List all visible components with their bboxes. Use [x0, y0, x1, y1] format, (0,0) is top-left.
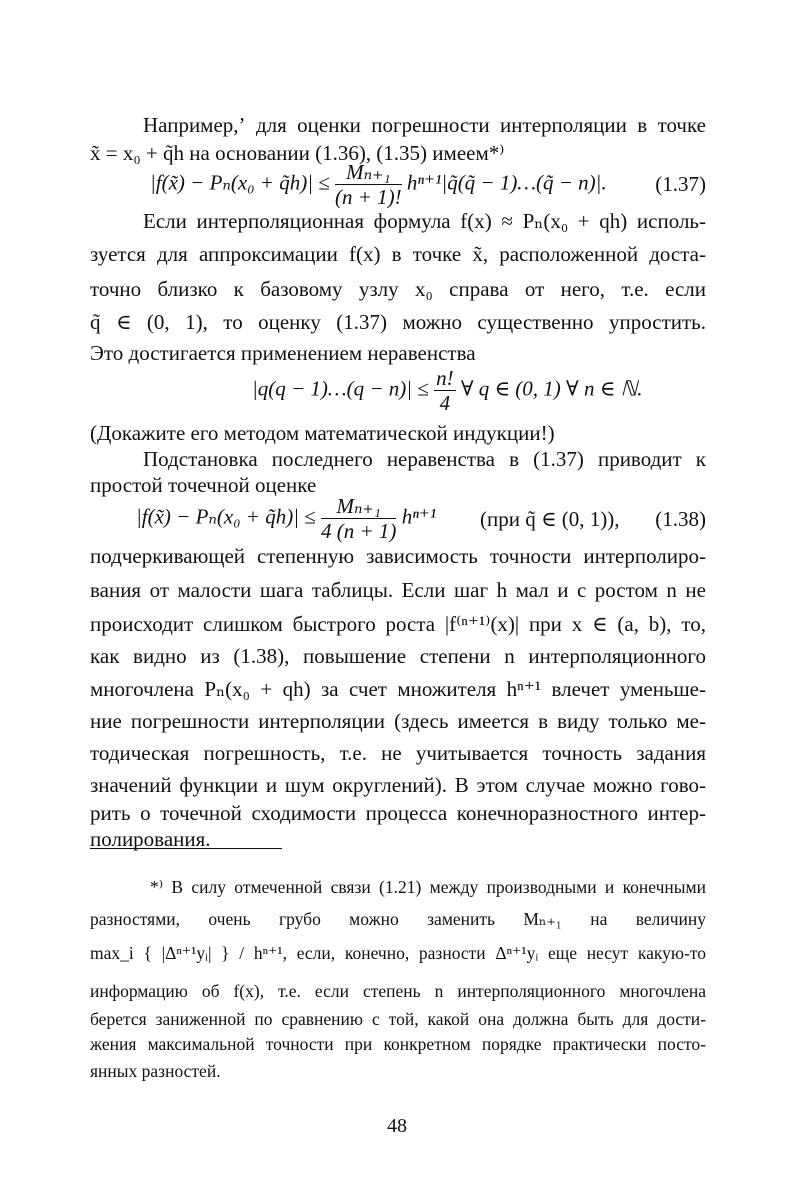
equation-label: (1.37) — [655, 172, 706, 196]
text-line: (Докажите его методом математической индукции!) — [90, 421, 555, 445]
footnote-divider — [90, 848, 282, 849]
text-line: ние погрешности интерполяции (здесь имеется в виду только ме- — [90, 709, 706, 733]
footnote-line: жения максимальной точности при конкретном порядке практически посто- — [90, 1034, 706, 1054]
text-line: x̃ = x₀ + q̃h на основании (1.36), (1.35) имеем*⁾ — [90, 141, 505, 165]
text-line: q̃ ∈ (0, 1), то оценку (1.37) можно существенно упростить. — [90, 310, 706, 334]
text-line: полирования. — [90, 827, 211, 851]
inequality — [252, 366, 643, 415]
text-line: значений функции и шум округлений). В этом случае можно гово- — [90, 773, 706, 797]
text-line: многочлена Pₙ(x₀ + qh) за счет множителя hⁿ⁺¹ влечет уменьше- — [90, 677, 706, 701]
text-line: Подстановка последнего неравенства в (1.37) приводит к — [143, 447, 706, 471]
text-line: подчеркивающей степенную зависимость точности интерполиро- — [90, 544, 706, 568]
text-line: вания от малости шага таблицы. Если шаг h мал и с ростом n не — [90, 578, 706, 602]
eq-condition: (при q̃ ∈ (0, 1)), — [480, 507, 620, 531]
eq-lhs: |f(x̃) − Pₙ(x₀ + q̃h)| ≤ — [150, 170, 330, 195]
footnote-line: берется заниженной по сравнению с той, какой она должна быть для дости- — [90, 1009, 706, 1029]
page-number: 48 — [387, 1115, 407, 1137]
text-line: тодическая погрешность, т.е. не учитывается точность задания — [90, 741, 706, 765]
footnote-line: max_i { |Δⁿ⁺¹yᵢ| } / hⁿ⁺¹, если, конечно, разности Δⁿ⁺¹yᵢ еще несут какую-то — [90, 943, 706, 963]
text-line: Например,ʼ для оценки погрешности интерполяции в точке — [143, 113, 706, 137]
text-line: Это достигается применением неравенства — [90, 341, 476, 365]
footnote-line: янных разностей. — [90, 1061, 221, 1081]
footnote-line: информацию об f(x), т.е. если степень n интерполяционного многочлена — [90, 981, 706, 1001]
footnote-line: разностями, очень грубо можно заменить Mₙ₊₁ на величину — [90, 909, 706, 929]
eq-rhs: hⁿ⁺¹|q̃(q̃ − 1)…(q̃ − n)|. — [406, 170, 607, 195]
eq-numerator: n! — [436, 366, 454, 390]
text-line: происходит слишком быстрого роста |f⁽ⁿ⁺¹⁾(x)| при x ∈ (a, b), то, — [90, 612, 706, 636]
equation-label: (1.38) — [655, 507, 706, 531]
text-line: зуется для аппроксимации f(x) в точке x̃, расположенной доста- — [90, 242, 706, 266]
eq-numerator: Mₙ₊₁ — [335, 160, 402, 185]
eq-rhs: hⁿ⁺¹ — [401, 504, 437, 529]
eq-denominator: 4 — [439, 391, 451, 415]
eq-lhs: |q(q − 1)…(q − n)| ≤ — [252, 376, 429, 401]
text-line: Если интерполяционная формула f(x) ≈ Pₙ(x₀ + qh) исполь- — [143, 209, 706, 233]
text-line: точно близко к базовому узлу x₀ справа от него, т.е. если — [90, 277, 706, 301]
eq-rhs: ∀ q ∈ (0, 1) ∀ n ∈ ℕ. — [460, 376, 643, 401]
text-line: как видно из (1.38), повышение степени n интерполяционного — [90, 644, 706, 668]
eq-denominator: 4 (n + 1) — [321, 519, 397, 543]
text-line: рить о точечной сходимости процесса конечноразностного интер- — [90, 801, 706, 825]
footnote-line: *⁾ В силу отмеченной связи (1.21) между производными и конечными — [150, 877, 706, 897]
eq-lhs: |f(x̃) − Pₙ(x₀ + q̃h)| ≤ — [136, 504, 316, 529]
eq-numerator: Mₙ₊₁ — [321, 494, 396, 519]
text-line: простой точечной оценке — [90, 473, 317, 497]
eq-denominator: (n + 1)! — [335, 185, 402, 209]
